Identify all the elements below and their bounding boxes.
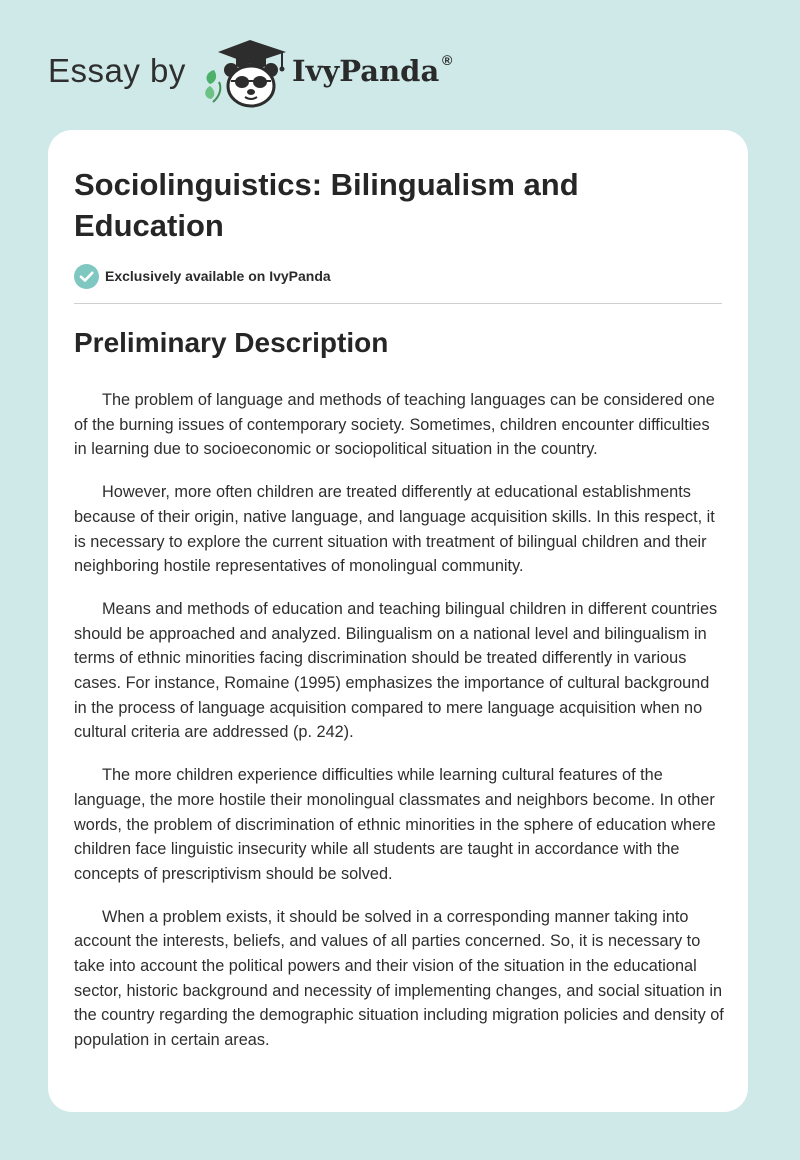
- paragraph: When a problem exists, it should be solved in a corresponding manner taking into account the interests, beliefs, and values of all parties concerned. So, it is necessary to take into account the political powers and their vision of the situation in the educational sector, historic background and necessity of implementing changes, and social situation in the country regarding the demographic situation including migration policies and density of population in certain areas.: [74, 907, 724, 1050]
- essay-body: [74, 388, 726, 1071]
- site-header: [0, 0, 800, 130]
- paragraph: The problem of language and methods of teaching languages can be considered one of the burning issues of contemporary society. Sometimes, children encounter difficulties in learning due to socioeconomic or sociopolitical situation in the country.: [74, 391, 715, 459]
- brand-prefix: Essay by: [48, 52, 186, 89]
- registered-mark: ®: [442, 52, 453, 68]
- check-icon: [74, 264, 99, 289]
- paragraph: Means and methods of education and teaching bilingual children in different countries should be approached and analyzed. Bilingualism on a national level and bilingualism in terms of ethnic minorities facing discrimination should be treated differently in various cases. For instance, Romaine (1995) emphasizes the importance of cultural background in the process of language acquisition compared to mere language acquisition when no cultural criteria are addressed (p. 242).: [74, 599, 718, 742]
- section-heading: Preliminary Description: [74, 327, 389, 358]
- paragraph: The more children experience difficulties while learning cultural features of the language, the more hostile their monolingual classmates and neighbors become. In other words, the problem of discrimination of ethnic minorities in the sphere of education where children face linguistic insecurity while all students are taught in accordance with the concepts of prescriptivism should be solved.: [74, 766, 716, 883]
- divider: [74, 303, 722, 304]
- paragraph: However, more often children are treated differently at educational establishments because of their origin, native language, and language acquisition skills. In this respect, it is necessary to explore the current situation with treatment of bilingual children and their neighboring hostile representatives of monolingual community.: [74, 483, 715, 576]
- panda-graduate-logo-icon[interactable]: [200, 36, 292, 110]
- essay-card: [48, 130, 748, 1112]
- brand-name[interactable]: IvyPanda: [292, 54, 440, 88]
- essay-title: Sociolinguistics: Bilingualism and Education: [74, 167, 579, 243]
- exclusive-badge-text: Exclusively available on IvyPanda: [105, 268, 331, 284]
